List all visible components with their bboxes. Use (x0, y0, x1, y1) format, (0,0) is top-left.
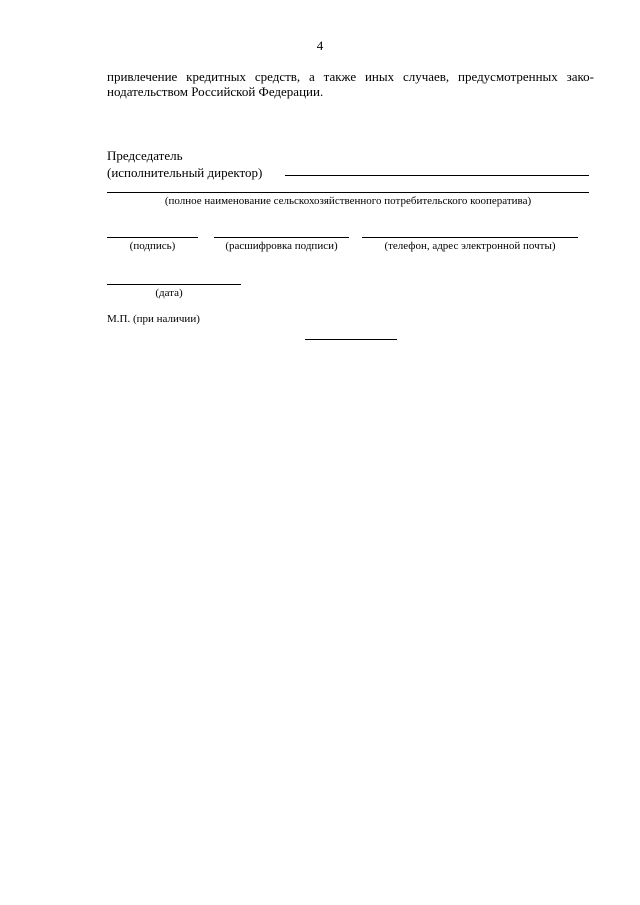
director-name-field[interactable] (285, 175, 589, 176)
signature-decoding-field[interactable] (214, 237, 349, 238)
chairman-title-line-1: Председатель (107, 148, 183, 163)
paragraph-line-2: нодательством Российской Федерации. (107, 84, 324, 99)
date-caption: (дата) (155, 287, 183, 299)
organization-name-caption: (полное наименование сельскохозяйственного потребительского кооператива) (164, 195, 532, 207)
paragraph-line-1: привлечение кредитных средств, а также иных случаев, предусмотренных зако- (107, 69, 594, 84)
chairman-title-line-2: (исполнительный директор) (107, 165, 263, 180)
page-number: 4 (316, 38, 324, 53)
date-field[interactable] (107, 284, 241, 285)
signature-field[interactable] (107, 237, 198, 238)
chairman-title (107, 147, 262, 181)
signature-caption: (подпись) (129, 240, 176, 252)
end-separator (305, 339, 397, 340)
organization-name-field[interactable] (107, 192, 589, 193)
contacts-caption: (телефон, адрес электронной почты) (384, 240, 556, 252)
stamp-note: М.П. (при наличии) (107, 313, 200, 325)
contacts-field[interactable] (362, 237, 578, 238)
signature-decoding-caption: (расшифровка подписи) (225, 240, 338, 252)
